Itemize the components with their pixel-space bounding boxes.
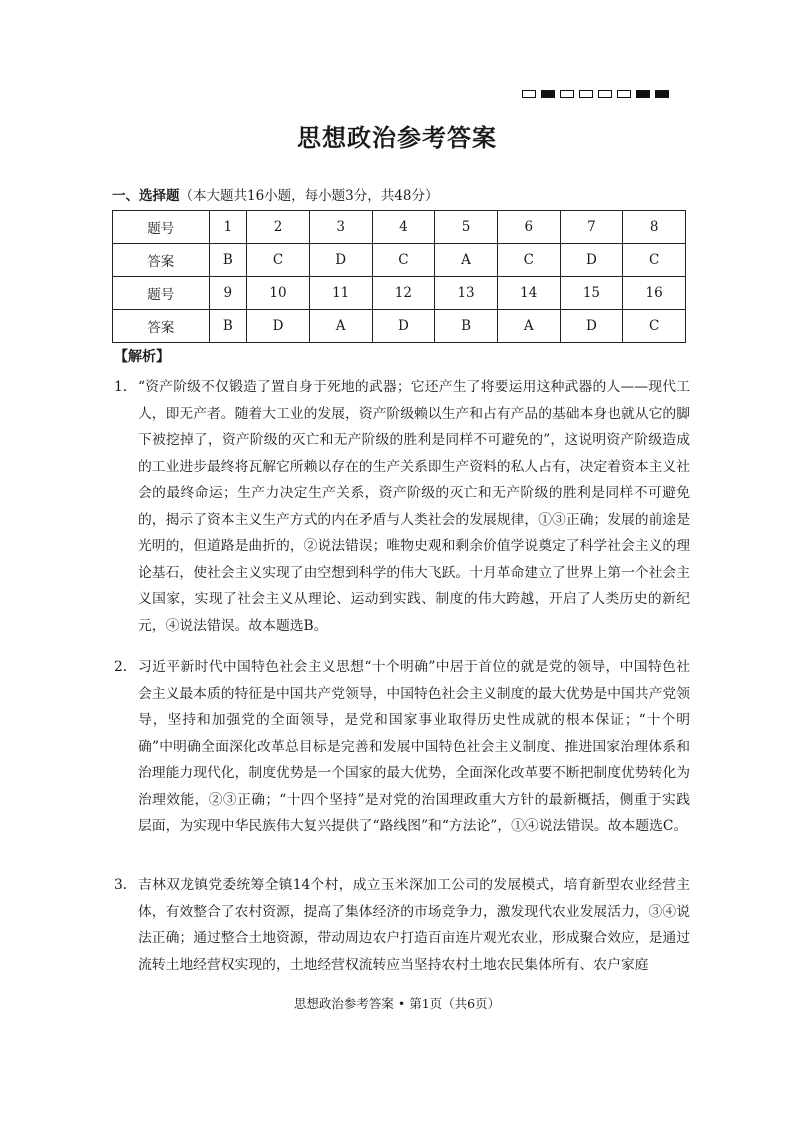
table-cell: 6 — [497, 211, 560, 244]
table-cell: 11 — [309, 277, 372, 310]
table-cell: 10 — [247, 277, 310, 310]
header-mark — [617, 90, 631, 98]
header-mark — [560, 90, 574, 98]
table-cell: C — [497, 244, 560, 277]
table-row — [113, 244, 686, 277]
table-row — [113, 310, 686, 343]
table-cell: 2 — [247, 211, 310, 244]
header-mark — [579, 90, 593, 98]
table-cell: 4 — [372, 211, 435, 244]
row-header-cell: 题号 — [113, 277, 210, 310]
analysis-item-3 — [114, 872, 690, 978]
section-label: 一、选择题 — [112, 188, 180, 204]
answer-table — [112, 210, 686, 343]
page-title: 思想政治参考答案 — [297, 124, 497, 152]
table-cell: A — [435, 244, 498, 277]
row-header-cell: 答案 — [113, 244, 210, 277]
table-cell: 12 — [372, 277, 435, 310]
table-cell: B — [435, 310, 498, 343]
header-mark — [655, 90, 669, 98]
table-cell: D — [309, 244, 372, 277]
table-cell: A — [309, 310, 372, 343]
table-cell: 3 — [309, 211, 372, 244]
header-mark — [598, 90, 612, 98]
table-cell: C — [372, 244, 435, 277]
table-cell: 16 — [623, 277, 686, 310]
table-cell: C — [623, 310, 686, 343]
table-cell: D — [372, 310, 435, 343]
table-cell: D — [247, 310, 310, 343]
table-cell: C — [247, 244, 310, 277]
table-row — [113, 211, 686, 244]
item-number: 3． — [114, 877, 137, 893]
table-cell: 5 — [435, 211, 498, 244]
table-cell: 13 — [435, 277, 498, 310]
table-cell: 8 — [623, 211, 686, 244]
page-footer: 思想政治参考答案 • 第1页（共6页） — [293, 996, 501, 1011]
table-cell: B — [209, 244, 247, 277]
header-marks — [522, 90, 669, 98]
row-header-cell: 答案 — [113, 310, 210, 343]
table-cell: 7 — [560, 211, 623, 244]
table-cell: D — [560, 244, 623, 277]
table-cell: 1 — [209, 211, 247, 244]
section-heading — [112, 184, 438, 204]
table-cell: D — [560, 310, 623, 343]
table-cell: A — [497, 310, 560, 343]
row-header-cell: 题号 — [113, 211, 210, 244]
item-text: 吉林双龙镇党委统筹全镇14个村，成立玉米深加工公司的发展模式，培育新型农业经营主体，有效整合了农村资源，提高了集体经济的市场竞争力，激发现代农业发展活力，③④说法正确；通过整合土地资源，带动周边农户打造百亩连片观光农业，形成聚合效应，是通过流转土地经营权实现的，土地经营权流转应当坚持农村土地农民集体所有、农户家庭 — [138, 877, 690, 973]
table-row — [113, 277, 686, 310]
item-text: 习近平新时代中国特色社会主义思想“十个明确”中居于首位的就是党的领导，中国特色社会主义最本质的特征是中国共产党领导，中国特色社会主义制度的最大优势是中国共产党领导，坚持和加强党的全面领导，是党和国家事业取得历史性成就的根本保证；“十个明确”中明确全面深化改革总目标是完善和发展中国特色社会主义制度、推进国家治理体系和治理能力现代化，制度优势是一个国家的最大优势，全面深化改革要不断把制度优势转化为治理效能，②③正确；“十四个坚持”是对党的治国理政重大方针的最新概括，侧重于实践层面，为实现中华民族伟大复兴提供了“路线图”和“方法论”，①④说法错误。故本题选C。 — [138, 659, 690, 834]
table-cell: 15 — [560, 277, 623, 310]
analysis-item-1 — [114, 374, 690, 639]
section-note: （本大题共16小题，每小题3分，共48分） — [179, 188, 439, 204]
table-cell: 9 — [209, 277, 247, 310]
item-text: “资产阶级不仅锻造了置自身于死地的武器；它还产生了将要运用这种武器的人——现代工人，即无产者。随着大工业的发展，资产阶级赖以生产和占有产品的基础本身也就从它的脚下被挖掉了，资产阶级的灭亡和无产阶级的胜利是同样不可避免的”，这说明资产阶级造成的工业进步最终将瓦解它所赖以存在的生产关系即生产资料的私人占有，决定着资本主义社会的最终命运；生产力决定生产关系，资产阶级的灭亡和无产阶级的胜利是同样不可避免的，揭示了资本主义生产方式的内在矛盾与人类社会的发展规律，①③正确；发展的前途是光明的，但道路是曲折的，②说法错误；唯物史观和剩余价值学说奠定了科学社会主义的理论基石，使社会主义实现了由空想到科学的伟大飞跃。十月革命建立了世界上第一个社会主义国家，实现了社会主义从理论、运动到实践、制度的伟大跨越，开启了人类历史的新纪元，④说法错误。故本题选B。 — [138, 379, 690, 634]
table-cell: 14 — [497, 277, 560, 310]
table-cell: B — [209, 310, 247, 343]
analysis-item-2 — [114, 654, 690, 840]
table-cell: C — [623, 244, 686, 277]
header-mark — [522, 90, 536, 98]
item-number: 1． — [114, 379, 137, 395]
analysis-label: 【解析】 — [114, 349, 170, 365]
header-mark — [636, 90, 650, 98]
header-mark — [541, 90, 555, 98]
item-number: 2． — [114, 659, 137, 675]
